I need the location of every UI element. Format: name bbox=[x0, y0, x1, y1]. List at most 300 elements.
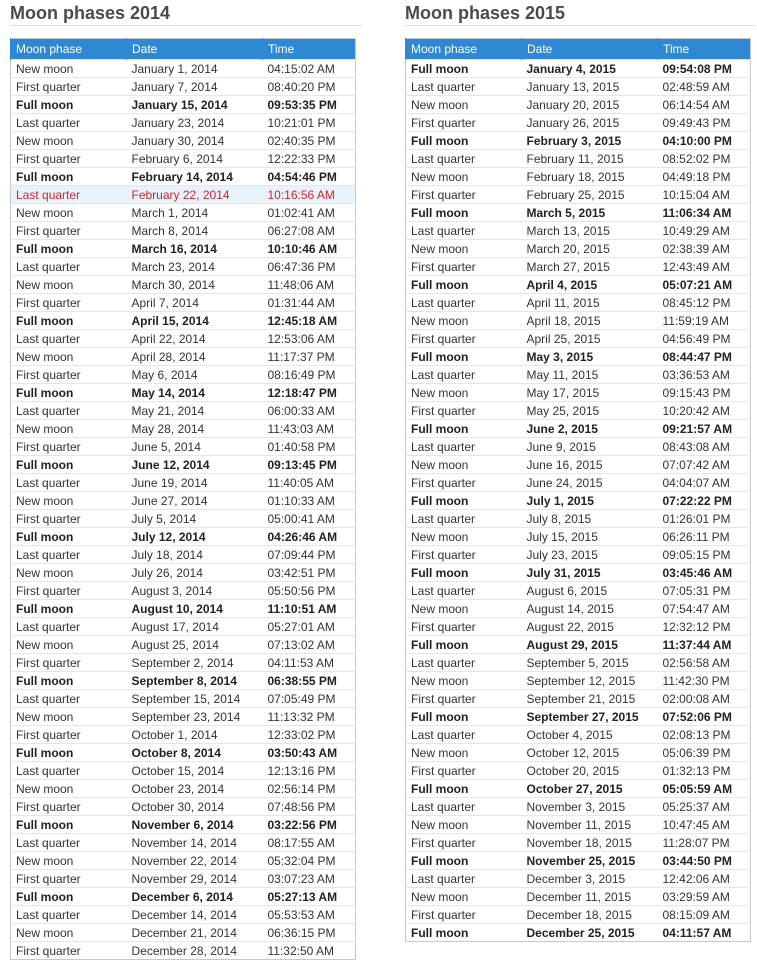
table-row bbox=[406, 294, 751, 312]
moon-phase-cell: Full moon bbox=[406, 276, 522, 294]
moon-phase-cell: Full moon bbox=[406, 348, 522, 366]
moon-phase-cell: New moon bbox=[11, 60, 127, 78]
time-cell: 11:59:19 AM bbox=[658, 312, 751, 330]
moon-phase-cell: New moon bbox=[11, 132, 127, 150]
time-cell: 05:05:59 AM bbox=[658, 780, 751, 798]
date-cell: October 15, 2014 bbox=[127, 762, 263, 780]
date-cell: February 22, 2014 bbox=[127, 186, 263, 204]
table-row bbox=[406, 636, 751, 654]
moon-phase-cell: New moon bbox=[11, 276, 127, 294]
moon-phase-cell: First quarter bbox=[11, 726, 127, 744]
moon-phase-cell: New moon bbox=[406, 312, 522, 330]
moon-phase-cell: First quarter bbox=[11, 366, 127, 384]
table-row bbox=[406, 816, 751, 834]
time-cell: 05:25:37 AM bbox=[658, 798, 751, 816]
date-cell: April 18, 2015 bbox=[522, 312, 658, 330]
time-cell: 06:00:33 AM bbox=[263, 402, 356, 420]
time-cell: 12:45:18 AM bbox=[263, 312, 356, 330]
table-row bbox=[406, 600, 751, 618]
date-cell: January 1, 2014 bbox=[127, 60, 263, 78]
date-cell: September 2, 2014 bbox=[127, 654, 263, 672]
table-row bbox=[406, 564, 751, 582]
moon-phase-cell: Full moon bbox=[11, 600, 127, 618]
table-row bbox=[406, 258, 751, 276]
table-row bbox=[406, 618, 751, 636]
table-row bbox=[406, 222, 751, 240]
table-row bbox=[11, 366, 356, 384]
time-cell: 03:29:59 AM bbox=[658, 888, 751, 906]
date-cell: December 14, 2014 bbox=[127, 906, 263, 924]
table-row bbox=[406, 276, 751, 294]
moon-phase-cell: Full moon bbox=[406, 924, 522, 942]
time-cell: 12:53:06 AM bbox=[263, 330, 356, 348]
date-cell: August 17, 2014 bbox=[127, 618, 263, 636]
time-cell: 06:36:15 PM bbox=[263, 924, 356, 942]
table-row bbox=[406, 582, 751, 600]
time-cell: 11:17:37 PM bbox=[263, 348, 356, 366]
moon-phase-cell: New moon bbox=[11, 204, 127, 222]
moon-phase-cell: Last quarter bbox=[406, 150, 522, 168]
date-cell: July 5, 2014 bbox=[127, 510, 263, 528]
table-row bbox=[406, 312, 751, 330]
moon-phase-cell: New moon bbox=[11, 564, 127, 582]
time-cell: 05:32:04 PM bbox=[263, 852, 356, 870]
table-row bbox=[406, 888, 751, 906]
date-cell: August 14, 2015 bbox=[522, 600, 658, 618]
date-cell: May 21, 2014 bbox=[127, 402, 263, 420]
time-cell: 05:06:39 PM bbox=[658, 744, 751, 762]
date-cell: August 3, 2014 bbox=[127, 582, 263, 600]
moon-phase-cell: First quarter bbox=[11, 294, 127, 312]
time-cell: 04:04:07 AM bbox=[658, 474, 751, 492]
table-body-2015 bbox=[406, 60, 751, 942]
moon-phase-cell: First quarter bbox=[406, 546, 522, 564]
time-cell: 06:27:08 AM bbox=[263, 222, 356, 240]
moon-phase-cell: Full moon bbox=[11, 744, 127, 762]
time-cell: 01:10:33 AM bbox=[263, 492, 356, 510]
time-cell: 06:47:36 PM bbox=[263, 258, 356, 276]
time-cell: 01:40:58 PM bbox=[263, 438, 356, 456]
moon-phase-cell: Last quarter bbox=[406, 510, 522, 528]
table-row bbox=[11, 240, 356, 258]
moon-phase-cell: Full moon bbox=[406, 708, 522, 726]
date-cell: December 11, 2015 bbox=[522, 888, 658, 906]
table-row bbox=[11, 294, 356, 312]
table-row bbox=[11, 654, 356, 672]
time-cell: 09:15:43 PM bbox=[658, 384, 751, 402]
table-row bbox=[11, 582, 356, 600]
moon-phase-cell: Full moon bbox=[406, 636, 522, 654]
time-cell: 10:20:42 AM bbox=[658, 402, 751, 420]
time-cell: 07:07:42 AM bbox=[658, 456, 751, 474]
moon-phase-cell: Last quarter bbox=[406, 222, 522, 240]
table-row bbox=[11, 798, 356, 816]
time-cell: 10:16:56 AM bbox=[263, 186, 356, 204]
table-row bbox=[406, 726, 751, 744]
time-cell: 07:05:31 PM bbox=[658, 582, 751, 600]
date-cell: October 23, 2014 bbox=[127, 780, 263, 798]
section-title-2014: Moon phases 2014 bbox=[10, 1, 362, 26]
table-row bbox=[406, 528, 751, 546]
date-cell: February 18, 2015 bbox=[522, 168, 658, 186]
moon-phase-cell: First quarter bbox=[406, 906, 522, 924]
moon-phase-cell: First quarter bbox=[406, 258, 522, 276]
moon-phase-cell: New moon bbox=[406, 600, 522, 618]
moon-phase-cell: First quarter bbox=[11, 870, 127, 888]
time-cell: 10:21:01 PM bbox=[263, 114, 356, 132]
table-row bbox=[11, 528, 356, 546]
date-cell: October 12, 2015 bbox=[522, 744, 658, 762]
date-cell: December 28, 2014 bbox=[127, 942, 263, 960]
moon-phase-cell: First quarter bbox=[406, 762, 522, 780]
table-row bbox=[406, 204, 751, 222]
time-cell: 04:56:49 PM bbox=[658, 330, 751, 348]
table-row bbox=[406, 78, 751, 96]
moon-phase-cell: New moon bbox=[11, 924, 127, 942]
date-cell: September 12, 2015 bbox=[522, 672, 658, 690]
time-cell: 11:37:44 AM bbox=[658, 636, 751, 654]
table-row bbox=[11, 60, 356, 78]
table-row bbox=[11, 510, 356, 528]
date-cell: April 7, 2014 bbox=[127, 294, 263, 312]
table-row bbox=[11, 636, 356, 654]
moon-phase-cell: Full moon bbox=[11, 816, 127, 834]
date-cell: November 25, 2015 bbox=[522, 852, 658, 870]
moon-phase-cell: First quarter bbox=[11, 150, 127, 168]
time-cell: 03:44:50 PM bbox=[658, 852, 751, 870]
time-cell: 12:32:12 PM bbox=[658, 618, 751, 636]
time-cell: 02:40:35 PM bbox=[263, 132, 356, 150]
date-cell: March 16, 2014 bbox=[127, 240, 263, 258]
date-cell: August 22, 2015 bbox=[522, 618, 658, 636]
date-cell: March 20, 2015 bbox=[522, 240, 658, 258]
moon-phase-cell: Full moon bbox=[406, 420, 522, 438]
moon-phase-cell: First quarter bbox=[406, 618, 522, 636]
moon-phase-cell: New moon bbox=[406, 672, 522, 690]
date-cell: January 13, 2015 bbox=[522, 78, 658, 96]
moon-phase-cell: Full moon bbox=[11, 456, 127, 474]
moon-phase-cell: Last quarter bbox=[11, 690, 127, 708]
table-row bbox=[406, 510, 751, 528]
date-cell: April 25, 2015 bbox=[522, 330, 658, 348]
moon-phase-cell: Full moon bbox=[406, 60, 522, 78]
table-row bbox=[406, 474, 751, 492]
date-cell: August 29, 2015 bbox=[522, 636, 658, 654]
table-row bbox=[11, 888, 356, 906]
moon-phase-cell: New moon bbox=[406, 888, 522, 906]
date-cell: August 6, 2015 bbox=[522, 582, 658, 600]
date-cell: October 30, 2014 bbox=[127, 798, 263, 816]
date-cell: March 23, 2014 bbox=[127, 258, 263, 276]
date-cell: December 3, 2015 bbox=[522, 870, 658, 888]
time-cell: 11:32:50 AM bbox=[263, 942, 356, 960]
table-row bbox=[406, 420, 751, 438]
time-cell: 01:31:44 AM bbox=[263, 294, 356, 312]
column-header-date[interactable]: Date bbox=[127, 39, 263, 60]
moon-phase-cell: Full moon bbox=[406, 564, 522, 582]
time-cell: 08:45:12 PM bbox=[658, 294, 751, 312]
moon-phase-cell: Last quarter bbox=[11, 546, 127, 564]
table-row bbox=[406, 402, 751, 420]
table-row bbox=[11, 762, 356, 780]
moon-phases-2014-table bbox=[10, 38, 356, 960]
moon-phase-cell: New moon bbox=[406, 456, 522, 474]
moon-phases-2015-table bbox=[405, 38, 751, 942]
table-row bbox=[11, 348, 356, 366]
moon-phase-cell: New moon bbox=[11, 780, 127, 798]
time-cell: 06:26:11 PM bbox=[658, 528, 751, 546]
date-cell: September 15, 2014 bbox=[127, 690, 263, 708]
date-cell: February 6, 2014 bbox=[127, 150, 263, 168]
column-header-moon-phase[interactable]: Moon phase bbox=[11, 39, 127, 60]
table-body-2014 bbox=[11, 60, 356, 960]
moon-phase-cell: First quarter bbox=[11, 222, 127, 240]
moon-phase-cell: First quarter bbox=[11, 582, 127, 600]
time-cell: 02:56:14 PM bbox=[263, 780, 356, 798]
date-cell: March 1, 2014 bbox=[127, 204, 263, 222]
date-cell: June 16, 2015 bbox=[522, 456, 658, 474]
moon-phase-cell: New moon bbox=[406, 528, 522, 546]
moon-phase-cell: Full moon bbox=[11, 384, 127, 402]
time-cell: 04:54:46 PM bbox=[263, 168, 356, 186]
column-header-time[interactable]: Time bbox=[658, 39, 751, 60]
moon-phase-cell: Last quarter bbox=[406, 870, 522, 888]
table-header-row bbox=[406, 39, 751, 60]
date-cell: February 11, 2015 bbox=[522, 150, 658, 168]
time-cell: 02:38:39 AM bbox=[658, 240, 751, 258]
moon-phase-cell: Last quarter bbox=[11, 186, 127, 204]
date-cell: May 28, 2014 bbox=[127, 420, 263, 438]
date-cell: August 10, 2014 bbox=[127, 600, 263, 618]
time-cell: 03:42:51 PM bbox=[263, 564, 356, 582]
table-row bbox=[11, 456, 356, 474]
time-cell: 08:40:20 PM bbox=[263, 78, 356, 96]
date-cell: November 18, 2015 bbox=[522, 834, 658, 852]
column-header-date[interactable]: Date bbox=[522, 39, 658, 60]
date-cell: March 8, 2014 bbox=[127, 222, 263, 240]
table-row bbox=[406, 762, 751, 780]
date-cell: November 11, 2015 bbox=[522, 816, 658, 834]
table-row bbox=[406, 132, 751, 150]
date-cell: December 21, 2014 bbox=[127, 924, 263, 942]
date-cell: June 27, 2014 bbox=[127, 492, 263, 510]
date-cell: May 17, 2015 bbox=[522, 384, 658, 402]
date-cell: May 25, 2015 bbox=[522, 402, 658, 420]
table-row bbox=[11, 870, 356, 888]
table-row bbox=[11, 672, 356, 690]
moon-phase-cell: Last quarter bbox=[11, 114, 127, 132]
moon-phase-cell: Full moon bbox=[11, 96, 127, 114]
time-cell: 03:36:53 AM bbox=[658, 366, 751, 384]
table-row bbox=[11, 114, 356, 132]
table-row bbox=[11, 942, 356, 960]
date-cell: March 30, 2014 bbox=[127, 276, 263, 294]
time-cell: 03:50:43 AM bbox=[263, 744, 356, 762]
date-cell: November 29, 2014 bbox=[127, 870, 263, 888]
moon-phase-cell: Last quarter bbox=[11, 834, 127, 852]
date-cell: April 22, 2014 bbox=[127, 330, 263, 348]
time-cell: 11:48:06 AM bbox=[263, 276, 356, 294]
time-cell: 09:13:45 PM bbox=[263, 456, 356, 474]
table-row bbox=[11, 420, 356, 438]
time-cell: 09:54:08 PM bbox=[658, 60, 751, 78]
date-cell: March 13, 2015 bbox=[522, 222, 658, 240]
moon-phase-cell: Full moon bbox=[11, 528, 127, 546]
table-row bbox=[11, 96, 356, 114]
time-cell: 10:49:29 AM bbox=[658, 222, 751, 240]
table-row bbox=[11, 276, 356, 294]
time-cell: 03:45:46 AM bbox=[658, 564, 751, 582]
table-row bbox=[11, 726, 356, 744]
date-cell: May 11, 2015 bbox=[522, 366, 658, 384]
date-cell: November 6, 2014 bbox=[127, 816, 263, 834]
time-cell: 05:00:41 AM bbox=[263, 510, 356, 528]
date-cell: June 24, 2015 bbox=[522, 474, 658, 492]
moon-phase-cell: First quarter bbox=[11, 798, 127, 816]
date-cell: April 11, 2015 bbox=[522, 294, 658, 312]
time-cell: 12:22:33 PM bbox=[263, 150, 356, 168]
moon-phase-cell: New moon bbox=[11, 348, 127, 366]
date-cell: July 31, 2015 bbox=[522, 564, 658, 582]
column-header-time[interactable]: Time bbox=[263, 39, 356, 60]
time-cell: 07:54:47 AM bbox=[658, 600, 751, 618]
table-row bbox=[11, 834, 356, 852]
date-cell: July 12, 2014 bbox=[127, 528, 263, 546]
date-cell: July 23, 2015 bbox=[522, 546, 658, 564]
date-cell: September 8, 2014 bbox=[127, 672, 263, 690]
time-cell: 01:02:41 AM bbox=[263, 204, 356, 222]
table-row bbox=[406, 114, 751, 132]
table-row bbox=[406, 384, 751, 402]
time-cell: 03:22:56 PM bbox=[263, 816, 356, 834]
moon-phase-cell: Full moon bbox=[11, 168, 127, 186]
moon-phase-cell: First quarter bbox=[11, 78, 127, 96]
date-cell: October 8, 2014 bbox=[127, 744, 263, 762]
moon-phase-cell: New moon bbox=[406, 816, 522, 834]
time-cell: 11:43:03 AM bbox=[263, 420, 356, 438]
date-cell: September 23, 2014 bbox=[127, 708, 263, 726]
date-cell: May 14, 2014 bbox=[127, 384, 263, 402]
table-row bbox=[11, 690, 356, 708]
time-cell: 06:14:54 AM bbox=[658, 96, 751, 114]
moon-phase-cell: Full moon bbox=[406, 492, 522, 510]
time-cell: 02:00:08 AM bbox=[658, 690, 751, 708]
date-cell: June 19, 2014 bbox=[127, 474, 263, 492]
time-cell: 02:08:13 PM bbox=[658, 726, 751, 744]
time-cell: 05:50:56 PM bbox=[263, 582, 356, 600]
moon-phase-cell: Last quarter bbox=[11, 474, 127, 492]
table-row bbox=[11, 384, 356, 402]
moon-phase-cell: First quarter bbox=[406, 834, 522, 852]
moon-phase-cell: New moon bbox=[11, 852, 127, 870]
time-cell: 11:42:30 PM bbox=[658, 672, 751, 690]
date-cell: June 5, 2014 bbox=[127, 438, 263, 456]
moon-phase-cell: Last quarter bbox=[11, 402, 127, 420]
date-cell: December 18, 2015 bbox=[522, 906, 658, 924]
table-row bbox=[406, 168, 751, 186]
time-cell: 04:11:53 AM bbox=[263, 654, 356, 672]
time-cell: 05:27:01 AM bbox=[263, 618, 356, 636]
table-row bbox=[11, 852, 356, 870]
table-header-row bbox=[11, 39, 356, 60]
time-cell: 04:26:46 AM bbox=[263, 528, 356, 546]
table-row bbox=[406, 492, 751, 510]
date-cell: March 5, 2015 bbox=[522, 204, 658, 222]
time-cell: 11:10:51 AM bbox=[263, 600, 356, 618]
moon-phase-cell: Last quarter bbox=[11, 762, 127, 780]
date-cell: April 28, 2014 bbox=[127, 348, 263, 366]
date-cell: July 1, 2015 bbox=[522, 492, 658, 510]
moon-phase-cell: Last quarter bbox=[11, 258, 127, 276]
table-row bbox=[11, 708, 356, 726]
table-row bbox=[406, 906, 751, 924]
table-row bbox=[406, 708, 751, 726]
date-cell: April 15, 2014 bbox=[127, 312, 263, 330]
moon-phase-cell: First quarter bbox=[406, 330, 522, 348]
moon-phase-cell: First quarter bbox=[11, 942, 127, 960]
table-row bbox=[406, 186, 751, 204]
date-cell: June 12, 2014 bbox=[127, 456, 263, 474]
table-row bbox=[406, 60, 751, 78]
table-row bbox=[406, 456, 751, 474]
date-cell: July 15, 2015 bbox=[522, 528, 658, 546]
date-cell: May 6, 2014 bbox=[127, 366, 263, 384]
time-cell: 07:09:44 PM bbox=[263, 546, 356, 564]
moon-phase-cell: First quarter bbox=[406, 114, 522, 132]
moon-phase-cell: Full moon bbox=[406, 780, 522, 798]
table-row bbox=[11, 312, 356, 330]
table-row bbox=[406, 852, 751, 870]
time-cell: 08:16:49 PM bbox=[263, 366, 356, 384]
moon-phase-cell: New moon bbox=[11, 492, 127, 510]
table-row bbox=[11, 780, 356, 798]
time-cell: 05:07:21 AM bbox=[658, 276, 751, 294]
date-cell: November 14, 2014 bbox=[127, 834, 263, 852]
table-row bbox=[406, 240, 751, 258]
date-cell: August 25, 2014 bbox=[127, 636, 263, 654]
table-row bbox=[11, 150, 356, 168]
moon-phase-cell: Full moon bbox=[11, 240, 127, 258]
time-cell: 02:56:58 AM bbox=[658, 654, 751, 672]
table-row bbox=[406, 870, 751, 888]
moon-phase-cell: Full moon bbox=[11, 672, 127, 690]
time-cell: 11:40:05 AM bbox=[263, 474, 356, 492]
date-cell: January 23, 2014 bbox=[127, 114, 263, 132]
date-cell: June 2, 2015 bbox=[522, 420, 658, 438]
time-cell: 09:05:15 PM bbox=[658, 546, 751, 564]
time-cell: 12:43:49 AM bbox=[658, 258, 751, 276]
date-cell: July 8, 2015 bbox=[522, 510, 658, 528]
time-cell: 09:53:35 PM bbox=[263, 96, 356, 114]
time-cell: 12:33:02 PM bbox=[263, 726, 356, 744]
table-row bbox=[11, 438, 356, 456]
moon-phase-cell: Full moon bbox=[406, 852, 522, 870]
time-cell: 11:28:07 PM bbox=[658, 834, 751, 852]
time-cell: 07:48:56 PM bbox=[263, 798, 356, 816]
date-cell: November 22, 2014 bbox=[127, 852, 263, 870]
time-cell: 04:10:00 PM bbox=[658, 132, 751, 150]
date-cell: November 3, 2015 bbox=[522, 798, 658, 816]
table-row bbox=[11, 564, 356, 582]
table-row bbox=[11, 330, 356, 348]
table-row bbox=[11, 474, 356, 492]
moon-phase-cell: Last quarter bbox=[406, 294, 522, 312]
time-cell: 08:15:09 AM bbox=[658, 906, 751, 924]
column-header-moon-phase[interactable]: Moon phase bbox=[406, 39, 522, 60]
date-cell: October 4, 2015 bbox=[522, 726, 658, 744]
moon-phase-cell: Last quarter bbox=[11, 618, 127, 636]
moon-phase-cell: First quarter bbox=[406, 474, 522, 492]
